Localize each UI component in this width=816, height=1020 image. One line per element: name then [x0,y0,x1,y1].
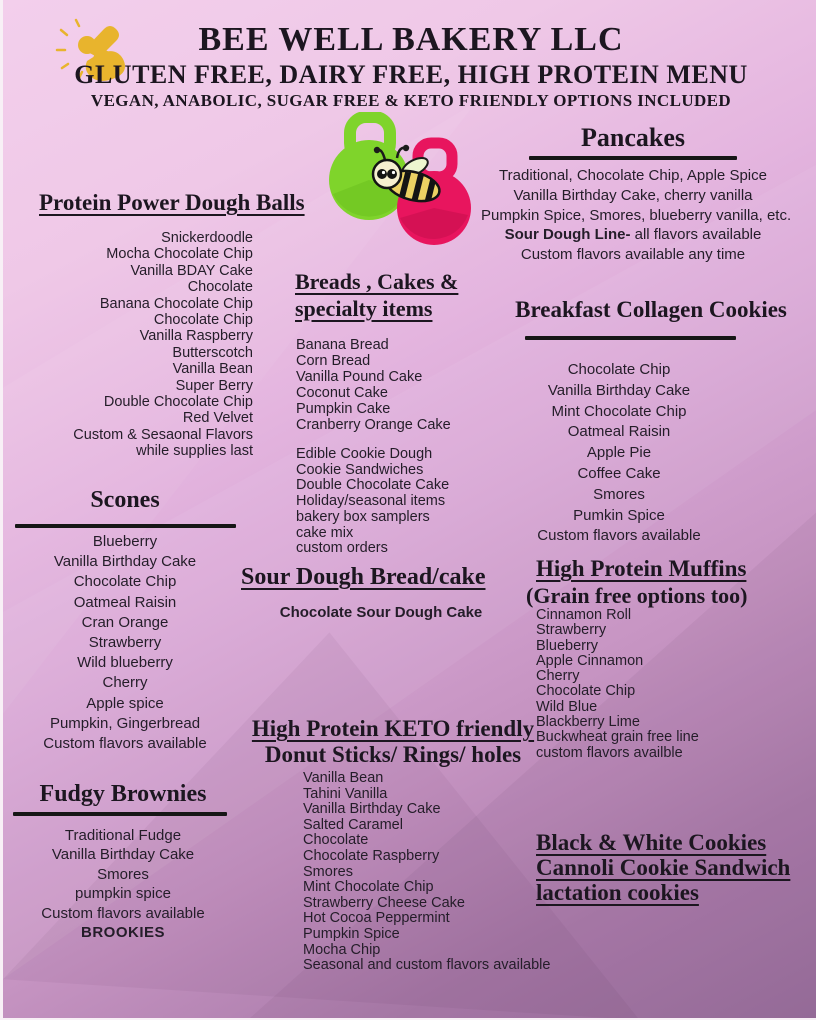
page-tagline: VEGAN, ANABOLIC, SUGAR FREE & KETO FRIENDLY OPTIONS INCLUDED [90,91,732,110]
header [3,22,816,110]
menu-item: Vanilla Raspberry [139,328,253,345]
brownies-list [3,826,243,923]
menu-item: Hot Cocoa Peppermint [303,910,450,927]
breads-title-line1: Breads , Cakes & [295,269,459,294]
muffins-list [536,608,699,761]
menu-item: Vanilla BDAY Cake [130,262,253,279]
menu-item: Vanilla Bean [303,770,384,786]
menu-item: Oatmeal Raisin [73,593,177,611]
menu-item: Strawberry [88,634,162,652]
menu-item: Vanilla Bean [172,361,253,378]
section-title-muffins: High Protein Muffins [536,556,747,581]
section-title-dough-balls: Protein Power Dough Balls [39,190,305,215]
menu-item: Mocha Chocolate Chip [106,246,253,263]
section-title-brownies: Fudgy Brownies [39,781,207,807]
menu-item: Cran Orange [81,613,169,631]
menu-item: Smores [593,485,645,503]
menu-item: Buckwheat grain free line [536,729,699,746]
scones-divider [15,524,236,528]
menu-item: Mocha Chip [303,941,381,958]
muffins-subtitle: (Grain free options too) [526,583,748,608]
menu-item: Cinnamon Roll [536,607,632,623]
menu-item: Vanilla Birthday Cake [51,846,195,864]
menu-item: Chocolate Chip [567,361,671,378]
menu-item: Strawberry [536,622,607,639]
menu-item: Chocolate Chip [153,312,253,329]
menu-item: bakery box samplers [296,508,430,525]
menu-item: Cranberry Orange Cake [296,416,451,433]
menu-item: Apple Cinnamon [536,652,644,669]
pancakes-list [481,166,792,225]
menu-item: Pumkin Spice [573,506,665,524]
menu-item: Vanilla Birthday Cake [53,553,197,571]
menu-item: Double Chocolate Chip [103,394,253,411]
menu-item: Smores [97,865,149,883]
menu-item: Wild Blue [536,698,598,715]
pancakes-sourdough-line [481,225,785,245]
menu-item: Mint Chocolate Chip [303,879,434,896]
menu-item: Blueberry [536,637,599,654]
keto-donuts-list [303,771,550,974]
menu-item: Double Chocolate Cake [296,477,450,494]
menu-item: Cookie Sandwiches [296,461,424,478]
menu-item: Cherry [536,668,580,685]
menu-item: Blueberry [92,533,158,550]
menu-item: pumpkin spice [75,885,171,903]
brownies-footer: BROOKIES [80,924,165,941]
section-pancakes [481,123,792,265]
menu-item: Blackberry Lime [536,714,640,731]
menu-item: Custom flavors available [41,904,205,922]
page-subtitle: GLUTEN FREE, DAIRY FREE, HIGH PROTEIN MENU [74,60,748,89]
menu-item: Wild blueberry [77,654,173,672]
pancakes-custom-line: Custom flavors available any time [520,246,746,264]
menu-item: Chocolate [303,832,369,849]
menu-item: Pumpkin Cake [296,400,391,417]
menu-item: Strawberry Cheese Cake [303,894,465,911]
menu-item: Holiday/seasonal items [296,493,446,510]
menu-item: Vanilla Birthday Cake, cherry vanilla [513,186,753,204]
menu-item: Smores [303,863,353,880]
menu-item: Apple Pie [586,444,652,462]
menu-item: cake mix [296,524,354,541]
menu-item: while supplies last [136,443,253,460]
menu-item: Edible Cookie Dough [296,446,433,462]
menu-item: Cherry [102,674,148,692]
menu-item: Custom flavors available [43,735,207,753]
sour-dough-feature: Chocolate Sour Dough Cake [279,604,483,621]
section-title-sour-dough: Sour Dough Bread/cake [241,564,486,590]
menu-item: Pumpkin Spice [303,925,400,942]
menu-item: Red Velvet [182,410,253,427]
breads-title-line2: specialty items [295,296,433,321]
keto-title-line2: Donut Sticks/ Rings/ holes [264,742,522,767]
collagen-cookies-list [494,360,744,547]
menu-item: Butterscotch [172,344,253,361]
breads-specialty-list [296,447,449,557]
menu-item: Salted Caramel [303,816,403,833]
section-title-breads [295,268,458,322]
sourdough-line-label: Sour Dough Line- [504,226,631,244]
menu-item: Chocolate Raspberry [303,847,440,864]
menu-item: Coconut Cake [296,384,388,401]
bee-kettlebells-logo [321,112,485,246]
menu-item: Custom flavors available [537,527,701,545]
menu-item: Vanilla Birthday Cake [547,381,691,399]
page-title: BEE WELL BAKERY LLC [198,21,624,58]
menu-item: Seasonal and custom flavors available [303,957,551,974]
menu-item: Mint Chocolate Chip [551,402,687,420]
menu-item: Apple spice [86,694,164,712]
menu-item: Snickerdoodle [161,230,253,246]
menu-item: Banana Chocolate Chip [99,295,253,312]
section-title-collagen-cookies: Breakfast Collagen Cookies [515,297,787,322]
menu-item: Cannoli Cookie Sandwich [536,855,791,880]
menu-item: Traditional Fudge [64,827,182,844]
collagen-cookies-divider [525,336,736,340]
menu-item: Oatmeal Raisin [567,423,671,441]
menu-item: custom flavors availble [536,744,683,761]
specialty-cookies-list [536,830,790,905]
menu-item: Corn Bread [296,352,371,369]
menu-item: Pumpkin Spice, Smores, blueberry vanilla, etc. [481,206,792,224]
section-title-pancakes: Pancakes [581,123,685,152]
breads-baked-list [296,338,451,433]
pancakes-divider [529,156,737,160]
keto-title-line1: High Protein KETO friendly [251,716,535,741]
menu-item: Chocolate Chip [73,573,177,591]
menu-item: Banana Bread [296,337,389,353]
menu-item: lactation cookies [536,880,699,905]
brownies-divider [13,812,227,816]
menu-item: Vanilla Pound Cake [296,368,423,385]
menu-item: Chocolate [187,279,253,296]
menu-item: Chocolate Chip [536,683,636,700]
menu-item: Tahini Vanilla [303,785,388,802]
menu-item: Custom & Sesaonal Flavors [73,426,253,443]
section-title-scones: Scones [90,487,160,513]
dough-balls-list [3,230,253,460]
scones-list [3,532,247,754]
menu-item: Super Berry [175,377,253,394]
menu-item: Pumpkin, Gingerbread [49,714,201,732]
menu-item: Traditional, Chocolate Chip, Apple Spice [499,167,767,184]
menu-item: Black & White Cookies [536,830,767,855]
menu-item: custom orders [296,540,388,557]
sourdough-line-rest: all flavors available [630,226,762,244]
section-title-keto-donuts [231,716,555,768]
menu-item: Vanilla Birthday Cake [303,801,441,818]
menu-item: Coffee Cake [577,464,661,482]
